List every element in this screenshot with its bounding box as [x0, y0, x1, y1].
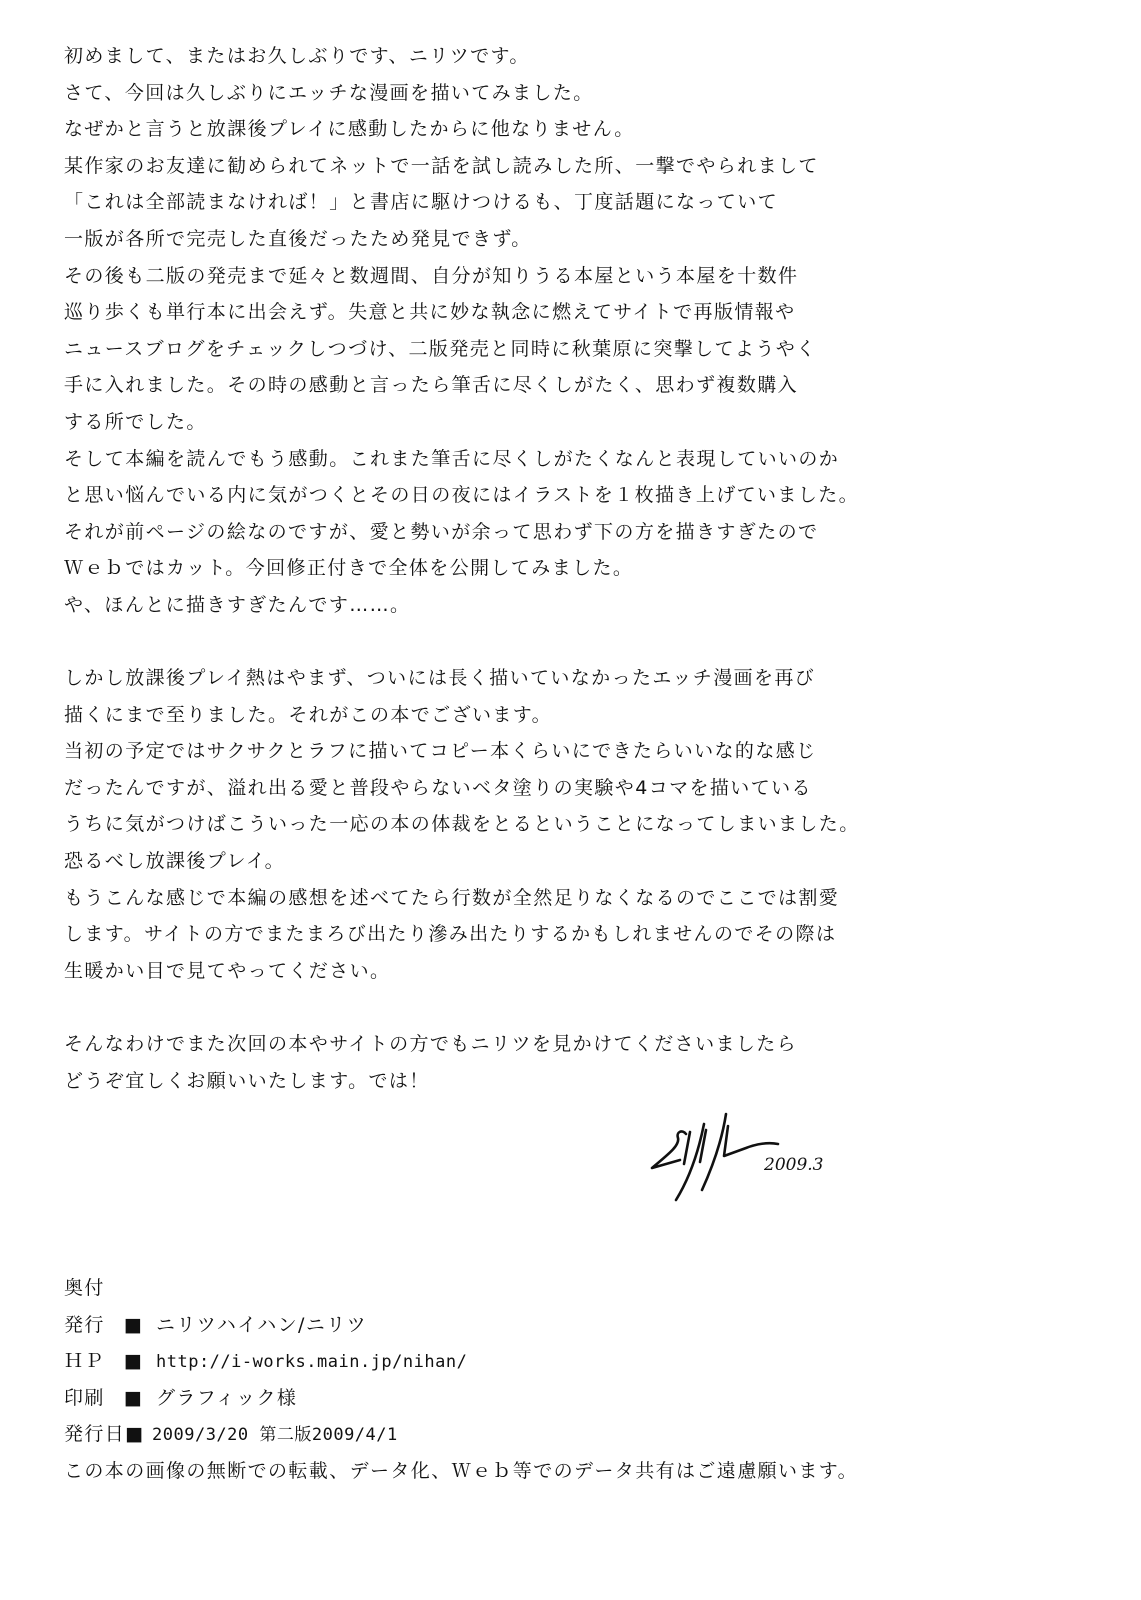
text-line: そして本編を読んでもう感動。これまた筆舌に尽くしがたくなんと表現していいのか — [64, 447, 840, 470]
text-line: 当初の予定ではサクサクとラフに描いてコピー本くらいにできたらいいな的な感じ — [64, 740, 817, 763]
text-line: 描くにまで至りました。それがこの本でございます。 — [64, 703, 553, 726]
date-value: 2009/3/20 第二版2009/4/1 — [152, 1425, 398, 1446]
signature-stroke — [724, 1126, 778, 1156]
text-line: する所でした。 — [64, 410, 207, 433]
text-line: だったんですが、溢れ出る愛と普段やらないベタ塗りの実験や4コマを描いている — [64, 776, 812, 799]
text-line: と思い悩んでいる内に気がつくとその日の夜にはイラストを１枚描き上げていました。 — [64, 484, 860, 507]
text-line: ニュースブログをチェックしつづけ、二版発売と同時に秋葉原に突撃してようやく — [64, 337, 817, 360]
square-icon: ■ — [124, 1386, 144, 1409]
text-line: どうぞ宜しくお願いいたします。では！ — [64, 1069, 430, 1092]
text-line: 生暖かい目で見てやってください。 — [64, 959, 391, 982]
text-line: 恐るべし放課後プレイ。 — [64, 850, 285, 873]
text-line: その後も二版の発売まで延々と数週間、自分が知りうる本屋という本屋を十数件 — [64, 264, 799, 287]
paragraph-gap — [64, 624, 964, 661]
text-line: Ｗｅｂではカット。今回修正付きで全体を公開してみました。 — [64, 557, 634, 580]
signature — [646, 1104, 826, 1204]
paragraph-gap — [64, 989, 964, 1026]
print-label: 印刷 — [64, 1386, 105, 1409]
text-line: もうこんな感じで本編の感想を述べてたら行数が全然足りなくなるのでここでは割愛 — [64, 886, 840, 909]
colophon-row-print — [64, 1380, 964, 1417]
text-line: そんなわけでまた次回の本やサイトの方でもニリツを見かけてくださいましたら — [64, 1033, 798, 1056]
colophon-row-date — [64, 1416, 964, 1453]
text-line: 「これは全部読まなければ！」と書店に駆けつけるも、丁度話題になっていて — [64, 191, 779, 214]
text-line: さて、今回は久しぶりにエッチな漫画を描いてみました。 — [64, 81, 594, 104]
copyright-notice: この本の画像の無断での転載、データ化、Ｗｅｂ等でのデータ共有はご遠慮願います。 — [64, 1459, 859, 1482]
signature-date: 2009.3 — [764, 1155, 824, 1175]
publisher-value: ニリツハイハン/ニリツ — [156, 1313, 368, 1336]
colophon-row-hp — [64, 1343, 964, 1380]
signature-stroke — [652, 1131, 686, 1168]
publisher-label: 発行 — [64, 1313, 105, 1336]
text-line: 某作家のお友達に勧められてネットで一話を試し読みした所、一撃でやられまして — [64, 154, 819, 177]
text-line: 初めまして、またはお久しぶりです、ニリツです。 — [64, 45, 530, 67]
square-icon: ■ — [124, 1350, 144, 1373]
colophon — [64, 1270, 964, 1490]
print-value: グラフィック様 — [156, 1386, 298, 1409]
text-line: 巡り歩くも単行本に出会えず。失意と共に妙な執念に燃えてサイトで再版情報や — [64, 301, 796, 324]
text-line: や、ほんとに描きすぎたんです……。 — [64, 593, 411, 616]
date-label: 発行日 — [64, 1423, 126, 1446]
text-line: 一版が各所で完売した直後だったため発見できず。 — [64, 227, 532, 250]
text-line: うちに気がつけばこういった一応の本の体裁をとるということになってしまいました。 — [64, 813, 860, 836]
text-line: それが前ページの絵なのですが、愛と勢いが余って思わず下の方を描きすぎたので — [64, 520, 819, 543]
square-icon: ■ — [125, 1423, 145, 1446]
text-line: 手に入れました。その時の感動と言ったら筆舌に尽くしがたく、思わず複数購入 — [64, 374, 799, 397]
text-line: します。サイトの方でまたまろび出たり滲み出たりするかもしれませんのでその際は — [64, 923, 837, 946]
square-icon: ■ — [124, 1313, 144, 1336]
text-line: なぜかと言うと放課後プレイに感動したからに他なりません。 — [64, 118, 635, 141]
hp-url: http://i-works.main.jp/nihan/ — [156, 1352, 468, 1373]
hp-label: ＨＰ — [64, 1350, 105, 1373]
afterword-text — [64, 38, 964, 1099]
colophon-row-publisher — [64, 1307, 964, 1344]
colophon-heading: 奥付 — [64, 1277, 105, 1299]
text-line: しかし放課後プレイ熱はやまず、ついには長く描いていなかったエッチ漫画を再び — [64, 667, 816, 690]
